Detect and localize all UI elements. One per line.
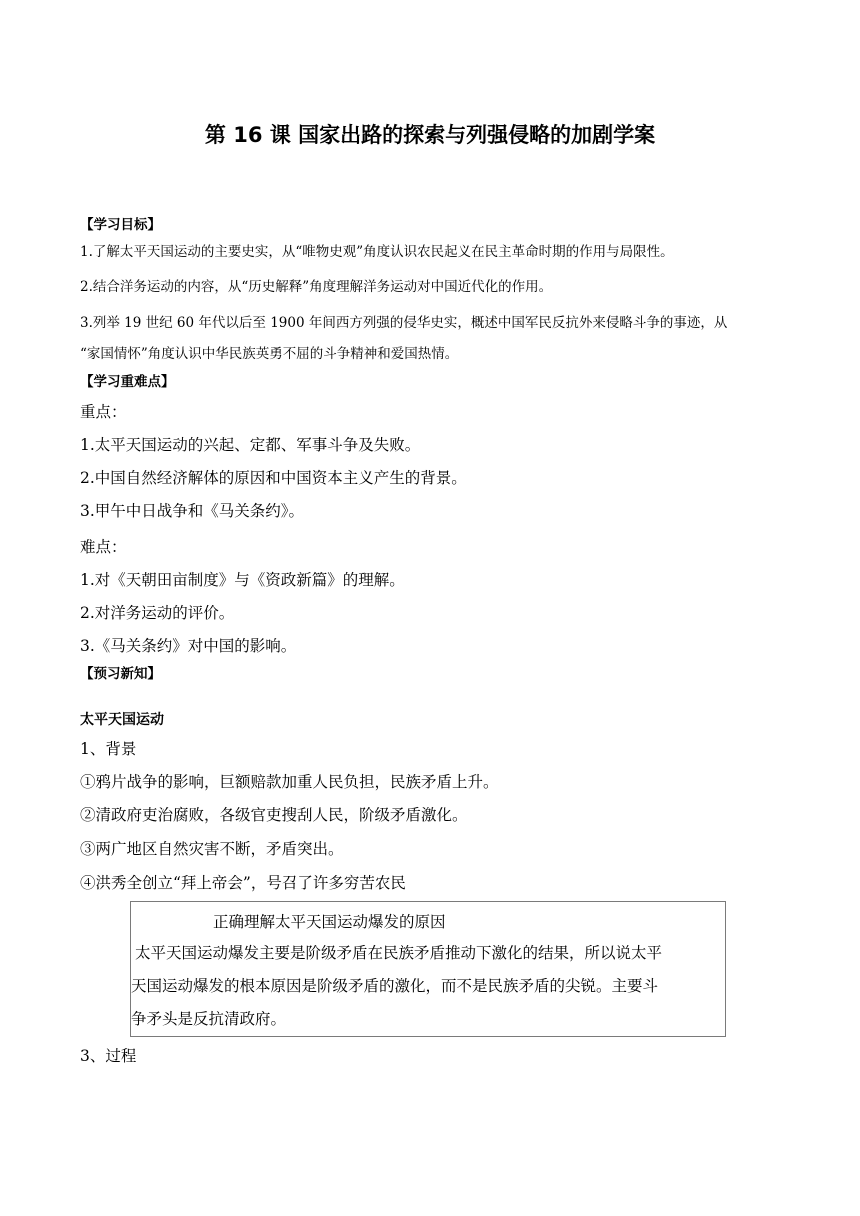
objective-item: 3.列举 19 世纪 60 年代以后至 1900 年间西方列强的侵华史实，概述中国军民反抗外来侵略斗争的事迹，从 <box>80 315 728 331</box>
difficulty-item: 2.对洋务运动的评价。 <box>80 604 235 622</box>
topic-heading: 太平天国运动 <box>80 712 164 728</box>
difficulty-label: 难点： <box>80 538 127 556</box>
difficulty-item: 1.对《天朝田亩制度》与《资政新篇》的理解。 <box>80 571 405 589</box>
background-label: 1、背景 <box>80 740 137 758</box>
difficulty-item: 3.《马关条约》对中国的影响。 <box>80 637 297 655</box>
note-box-line: 争矛头是反抗清政府。 <box>131 1010 287 1028</box>
note-box <box>130 901 726 1037</box>
background-item: ④洪秀全创立“拜上帝会”，号召了许多穷苦农民 <box>80 874 406 892</box>
note-box-line: 天国运动爆发的根本原因是阶级矛盾的激化，而不是民族矛盾的尖锐。主要斗 <box>131 977 659 995</box>
objectives-heading: 【学习目标】 <box>80 217 161 233</box>
note-box-title: 正确理解太平天国运动爆发的原因 <box>213 913 446 931</box>
background-item: ②清政府吏治腐败，各级官吏搜刮人民，阶级矛盾激化。 <box>80 806 468 824</box>
preview-heading: 【预习新知】 <box>80 666 161 682</box>
objective-item: 2.结合洋务运动的内容，从“历史解释”角度理解洋务运动对中国近代化的作用。 <box>80 279 553 295</box>
page-title: 第 16 课 国家出路的探索与列强侵略的加剧学案 <box>204 123 656 147</box>
key-points-heading: 【学习重难点】 <box>80 374 175 390</box>
background-item: ③两广地区自然灾害不断，矛盾突出。 <box>80 840 344 858</box>
focus-item: 1.太平天国运动的兴起、定都、军事斗争及失败。 <box>80 436 421 454</box>
process-label: 3、过程 <box>80 1047 137 1065</box>
note-box-line: 太平天国运动爆发主要是阶级矛盾在民族矛盾推动下激化的结果，所以说太平 <box>135 944 663 962</box>
objective-item: 1.了解太平天国运动的主要史实，从“唯物史观”角度认识农民起义在民主革命时期的作用与局限性。 <box>80 244 674 260</box>
focus-item: 3.甲午中日战争和《马关条约》。 <box>80 502 305 520</box>
background-item: ①鸦片战争的影响，巨额赔款加重人民负担，民族矛盾上升。 <box>80 773 499 791</box>
focus-label: 重点： <box>80 403 127 421</box>
focus-item: 2.中国自然经济解体的原因和中国资本主义产生的背景。 <box>80 469 467 487</box>
objective-item: “家国情怀”角度认识中华民族英勇不屈的斗争精神和爱国热情。 <box>80 346 459 362</box>
